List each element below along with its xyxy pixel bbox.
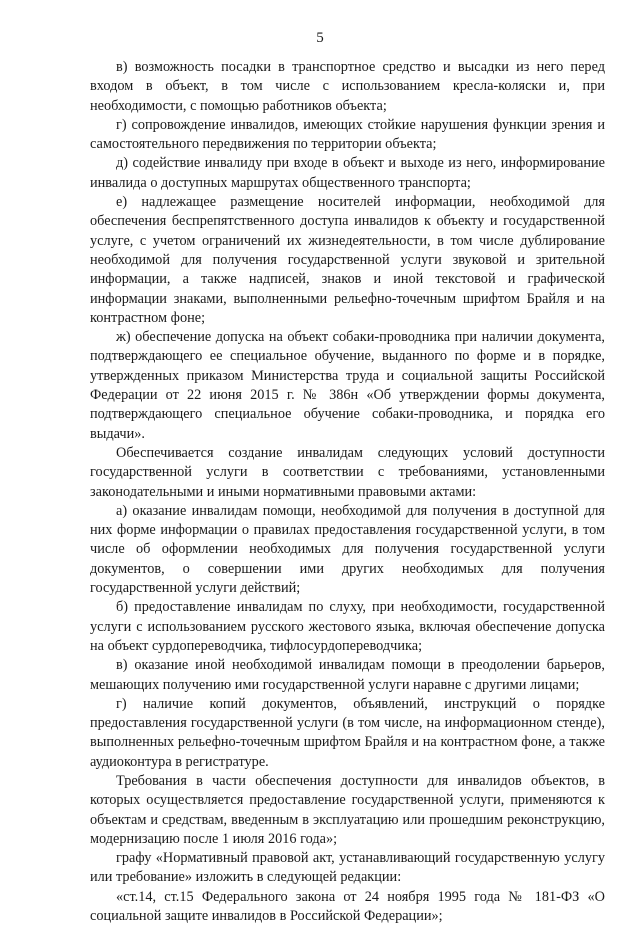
- paragraph-b-sign-language: б) предоставление инвалидам по слуху, при необходимости, государственной услуги с использованием русского жестового языка, включая обеспечение допуска на объект сурдопереводчика, тифлосурдопереводчика;: [90, 599, 605, 654]
- paragraph-e-information: е) надлежащее размещение носителей информации, необходимой для обеспечения беспрепятственного доступа инвалидов к объекту и государственной услуге, с учетом ограничений их жизнедеятельности, в том числе дублирование необходимой для получения государственной услуги звуковой и зрительной информации, а также надписей, знаков и иной текстовой и графической информации знаками, выполненными рельефно-точечным шрифтом Брайля и на контрастном фоне;: [90, 194, 605, 326]
- paragraph-zh-guide-dog: ж) обеспечение допуска на объект собаки-проводника при наличии документа, подтверждающего ее специальное обучение, выданного по форме и в порядке, утвержденных приказом Министерства труда и социальной защиты Российской Федерации от 22 июня 2015 г. № 386н «Об утверждении формы документа, подтверждающего специальное обучение собаки-проводника, и порядка его выдачи».: [90, 329, 605, 442]
- paragraph-v-boarding: в) возможность посадки в транспортное средство и высадки из него перед входом в объект, в том числе с использованием кресла-коляски и, при необходимости, с помощью работников объекта;: [90, 59, 605, 114]
- paragraph-a-help: а) оказание инвалидам помощи, необходимой для получения в доступной для них форме информации о правилах предоставления государственной услуги, в том числе об оформлении необходимых для получения государственной услуги документов, о совершении ими других необходимых для получения государственной услуги действий;: [90, 502, 605, 597]
- paragraph-v-barriers: в) оказание иной необходимой инвалидам помощи в преодолении барьеров, мешающих получению ими государственной услуги наравне с другими лицами;: [90, 657, 605, 693]
- document-body: [90, 58, 605, 926]
- page-number: 5: [316, 30, 324, 46]
- paragraph-g-braille-copies: г) наличие копий документов, объявлений, инструкций о порядке предоставления государственной услуги (в том числе, на информационном стенде), выполненных рельефно-точечным шрифтом Брайля и на контрастном фоне, а также аудиоконтура в регистратуре.: [90, 695, 605, 770]
- paragraph-column-edit: графу «Нормативный правовой акт, устанавливающий государственную услугу или требование» изложить в следующей редакции:: [90, 850, 605, 886]
- paragraph-federal-law: «ст.14, ст.15 Федерального закона от 24 ноября 1995 года № 181-ФЗ «О социальной защите инвалидов в Российской Федерации»;: [90, 888, 605, 925]
- paragraph-conditions-intro: Обеспечивается создание инвалидам следующих условий доступности государственной услуги в соответствии с требованиями, установленными законодательными и иными нормативными правовыми актами:: [90, 444, 605, 500]
- paragraph-requirements: Требования в части обеспечения доступности для инвалидов объектов, в которых осуществляется предоставление государственной услуги, применяются к объектам и средствам, введенным в эксплуатацию или прошедшим реконструкцию, модернизацию после 1 июля 2016 года»;: [90, 772, 605, 847]
- paragraph-g-escort: г) сопровождение инвалидов, имеющих стойкие нарушения функции зрения и самостоятельного передвижения по территории объекта;: [90, 116, 605, 153]
- paragraph-d-assistance: д) содействие инвалиду при входе в объект и выходе из него, информирование инвалида о доступных маршрутах общественного транспорта;: [90, 155, 605, 191]
